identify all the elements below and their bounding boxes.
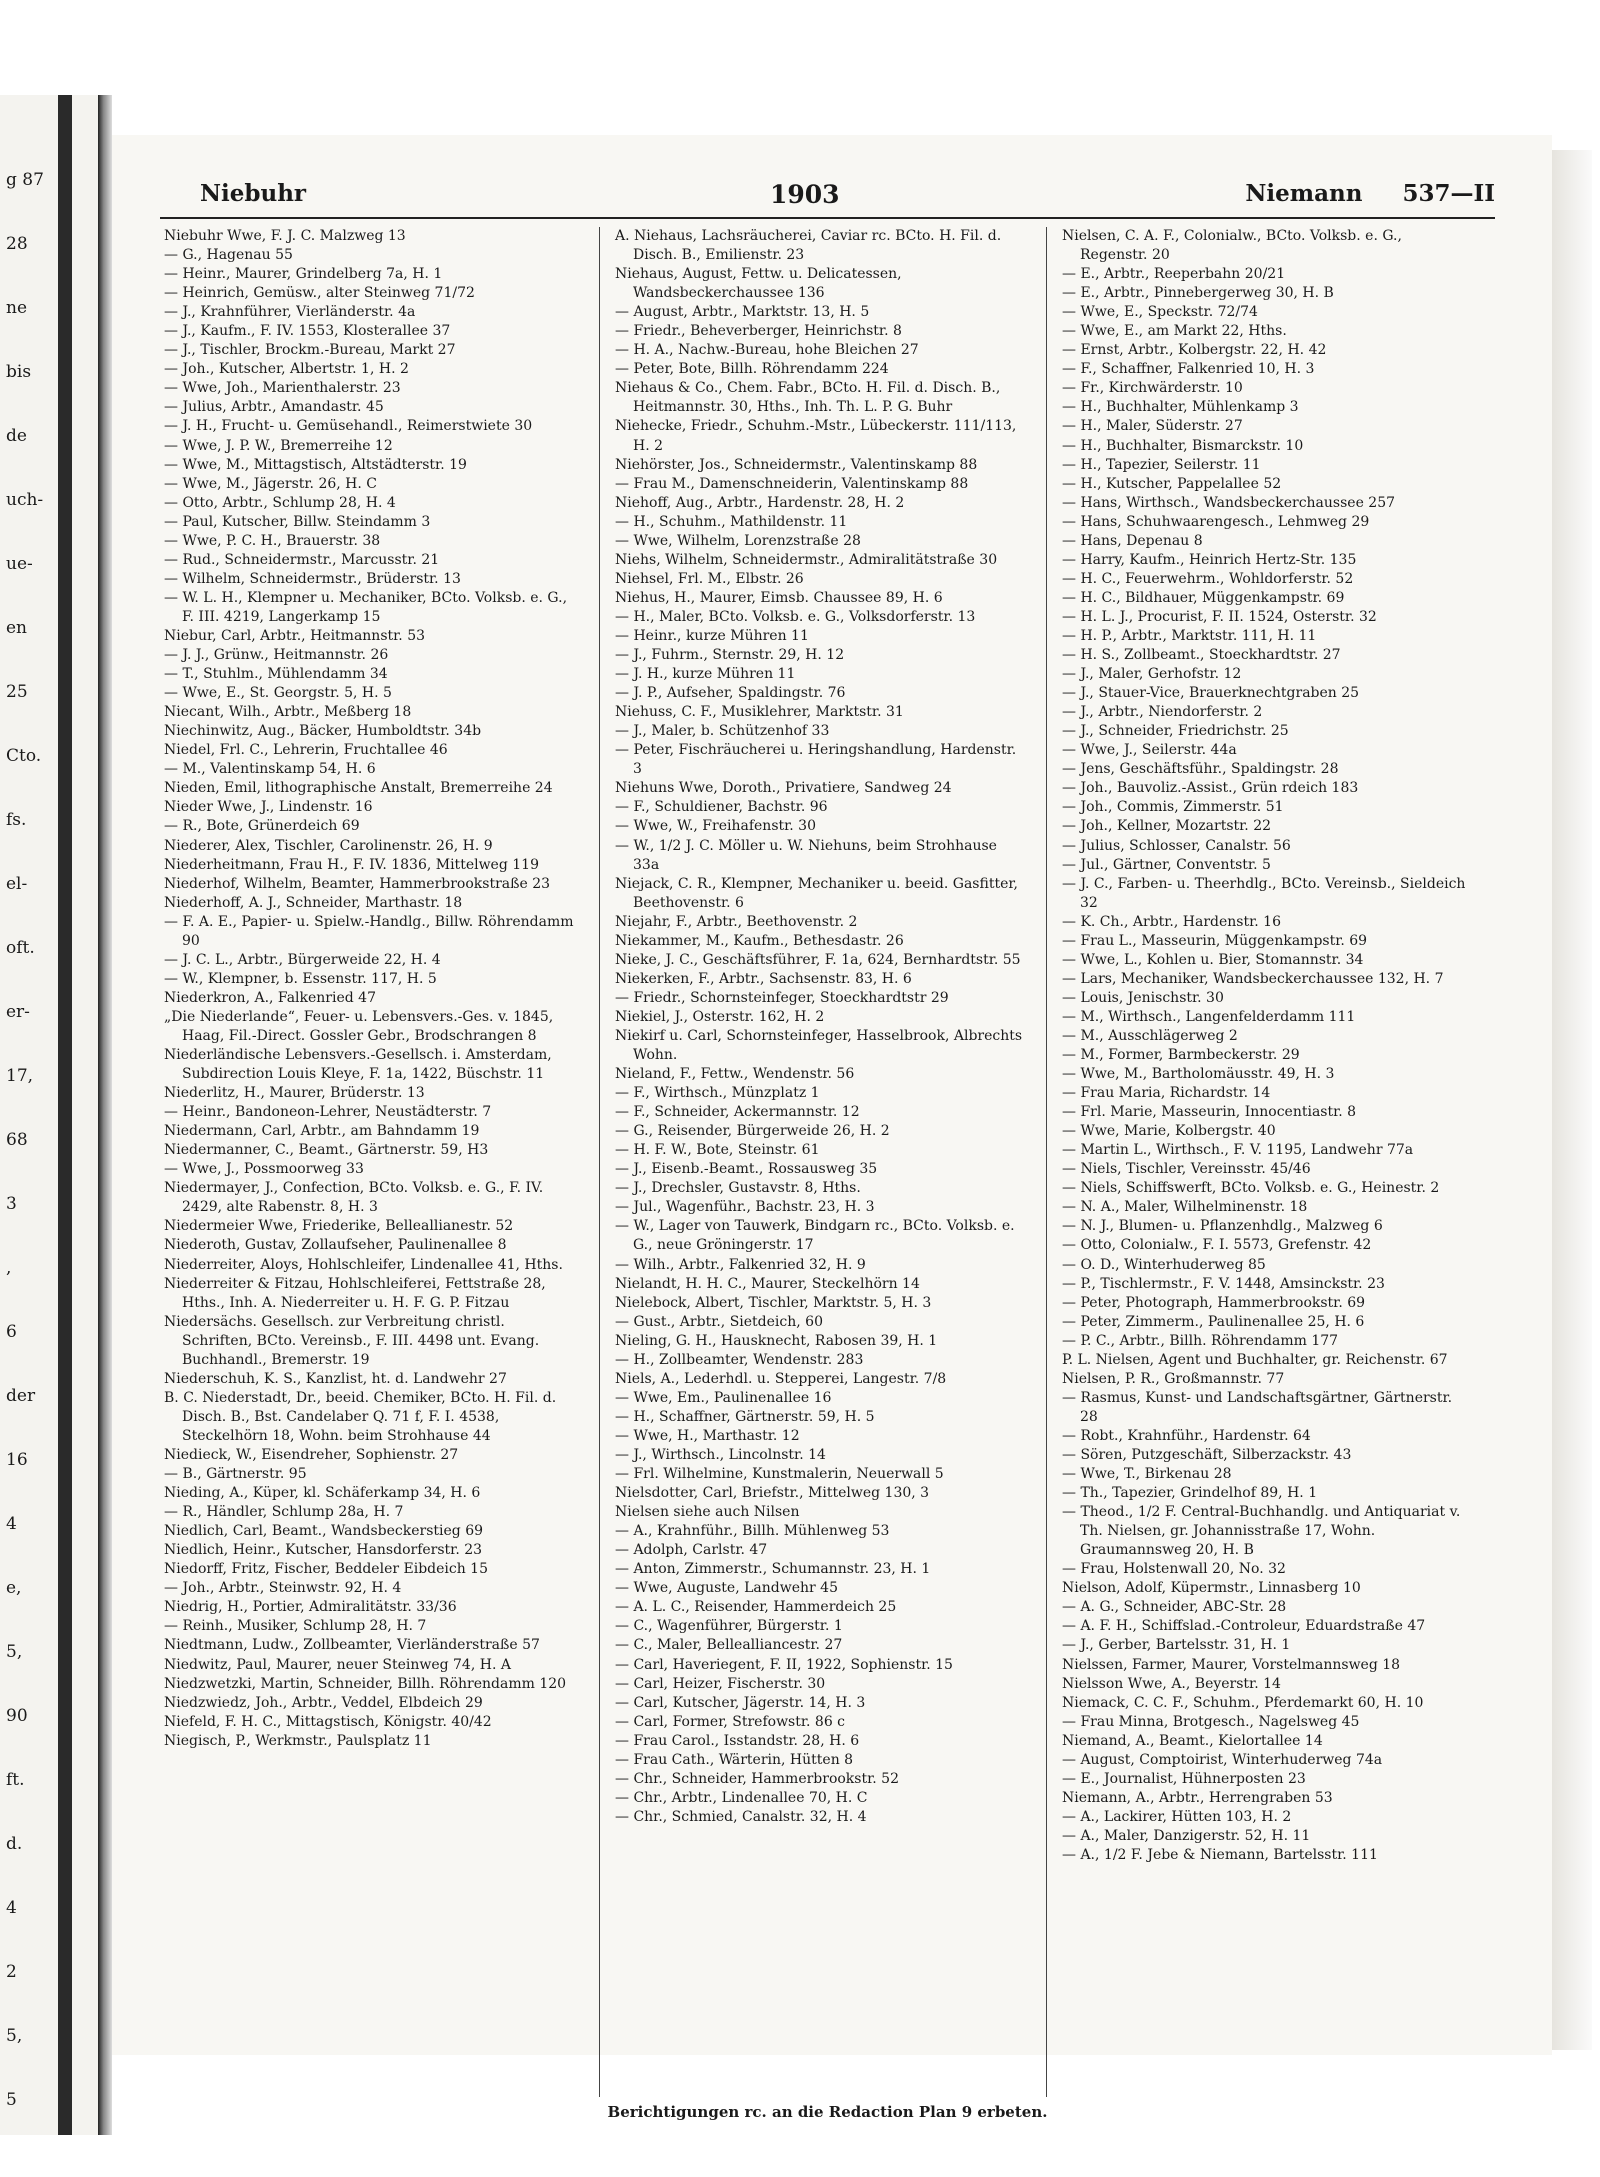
- directory-entry: — Th., Tapezier, Grindelhof 89, H. 1: [1062, 1485, 1318, 1502]
- previous-page-word: 5: [6, 2090, 17, 2110]
- directory-entry: Nieland, F., Fettw., Wendenstr. 56: [615, 1066, 855, 1083]
- directory-entry: — H. F. W., Bote, Steinstr. 61: [615, 1142, 820, 1159]
- directory-entry: Niedorff, Fritz, Fischer, Beddeler Eibdeich 15: [164, 1561, 488, 1578]
- directory-entry: — Reinh., Musiker, Schlump 28, H. 7: [164, 1618, 427, 1635]
- directory-entry: — H. P., Arbtr., Marktstr. 111, H. 11: [1062, 627, 1317, 644]
- directory-entry: Nielandt, H. H. C., Maurer, Steckelhörn 14: [615, 1275, 920, 1292]
- directory-entry: — G., Reisender, Bürgerweide 26, H. 2: [615, 1123, 890, 1140]
- directory-entry: — T., Stuhlm., Mühlendamm 34: [164, 666, 388, 683]
- column-2: [615, 227, 1025, 1827]
- directory-entry: Niederlitz, H., Maurer, Brüderstr. 13: [164, 1085, 425, 1102]
- directory-entry: — M., Valentinskamp 54, H. 6: [164, 761, 376, 778]
- directory-entry: Nieden, Emil, lithographische Anstalt, Bremerreihe 24: [164, 780, 553, 797]
- directory-entry: — Julius, Arbtr., Amandastr. 45: [164, 399, 384, 416]
- directory-entry: — P., Tischlermstr., F. V. 1448, Amsinckstr. 23: [1062, 1275, 1385, 1292]
- directory-entry: — Chr., Schneider, Hammerbrookstr. 52: [615, 1770, 899, 1787]
- directory-entry: Niederhof, Wilhelm, Beamter, Hammerbrookstraße 23: [164, 875, 551, 892]
- directory-entry: — A., Lackirer, Hütten 103, H. 2: [1062, 1808, 1292, 1825]
- directory-entry: — Anton, Zimmerstr., Schumannstr. 23, H. 1: [615, 1561, 931, 1578]
- directory-entry: — H. S., Zollbeamt., Stoeckhardtstr. 27: [1062, 647, 1341, 664]
- directory-entry: „Die Niederlande“, Feuer- u. Lebensvers.-Ges. v. 1845, Haag, Fil.-Direct. Gossler Gebr., Brodschrangen 8: [164, 1008, 558, 1044]
- directory-entry: — F., Schneider, Ackermannstr. 12: [615, 1104, 860, 1121]
- directory-entry: — H. C., Feuerwehrm., Wohldorferstr. 52: [1062, 570, 1354, 587]
- directory-entry: — N. J., Blumen- u. Pflanzenhdlg., Malzweg 6: [1062, 1218, 1383, 1235]
- directory-entry: — H., Buchhalter, Bismarckstr. 10: [1062, 437, 1304, 454]
- directory-entry: Niedermeier Wwe, Friederike, Belleallianestr. 52: [164, 1218, 514, 1235]
- directory-entry: — Wwe, Em., Paulinenallee 16: [615, 1389, 832, 1406]
- directory-entry: — J., Drechsler, Gustavstr. 8, Hths.: [615, 1180, 861, 1197]
- page-edge: [1552, 150, 1592, 2050]
- directory-entry: Niechinwitz, Aug., Bäcker, Humboldtstr. 34b: [164, 723, 482, 740]
- directory-entry: — Joh., Arbtr., Steinwstr. 92, H. 4: [164, 1580, 402, 1597]
- directory-entry: — Wwe, M., Jägerstr. 26, H. C: [164, 475, 377, 492]
- directory-entry: Niemand, A., Beamt., Kielortallee 14: [1062, 1732, 1323, 1749]
- header-rule: [160, 217, 1495, 219]
- directory-entry: — Fr., Kirchwärderstr. 10: [1062, 380, 1243, 397]
- footer-notice: Berichtigungen rc. an die Redaction Plan 9 erbeten.: [607, 2103, 1048, 2121]
- directory-entry: — Heinrich, Gemüsw., alter Steinweg 71/72: [164, 285, 475, 302]
- directory-entry: — J. C. L., Arbtr., Bürgerweide 22, H. 4: [164, 951, 441, 968]
- directory-entry: — Hans, Schuhwaarengesch., Lehmweg 29: [1062, 513, 1370, 530]
- directory-entry: — Niels, Tischler, Vereinsstr. 45/46: [1062, 1161, 1311, 1178]
- directory-entry: Niehuns Wwe, Doroth., Privatiere, Sandweg 24: [615, 780, 952, 797]
- directory-entry: — C., Maler, Bellealliancestr. 27: [615, 1637, 843, 1654]
- directory-entry: — Carl, Kutscher, Jägerstr. 14, H. 3: [615, 1694, 866, 1711]
- previous-page-word: 68: [6, 1130, 28, 1150]
- directory-entry: — H. A., Nachw.-Bureau, hohe Bleichen 27: [615, 342, 919, 359]
- directory-entry: — Martin L., Wirthsch., F. V. 1195, Landwehr 77a: [1062, 1142, 1414, 1159]
- directory-entry: Niels, A., Lederhdl. u. Stepperei, Langestr. 7/8: [615, 1370, 947, 1387]
- directory-entry: — Robt., Krahnführ., Hardenstr. 64: [1062, 1427, 1311, 1444]
- directory-entry: — Jul., Gärtner, Conventstr. 5: [1062, 856, 1271, 873]
- directory-entry: — Ernst, Arbtr., Kolbergstr. 22, H. 42: [1062, 342, 1327, 359]
- directory-entry: — M., Former, Barmbeckerstr. 29: [1062, 1047, 1300, 1064]
- directory-entry: — H., Maler, BCto. Volksb. e. G., Volksdorferstr. 13: [615, 608, 976, 625]
- directory-entry: Niedzwiedz, Joh., Arbtr., Veddel, Elbdeich 29: [164, 1694, 483, 1711]
- directory-entry: Niedel, Frl. C., Lehrerin, Fruchtallee 46: [164, 742, 448, 759]
- directory-entry: Nielson, Adolf, Küpermstr., Linnasberg 10: [1062, 1580, 1361, 1597]
- previous-page-word: 16: [6, 1450, 28, 1470]
- directory-entry: — A., Krahnführ., Billh. Mühlenweg 53: [615, 1523, 890, 1540]
- directory-entry: — Carl, Haveriegent, F. II, 1922, Sophienstr. 15: [615, 1656, 953, 1673]
- previous-page-word: er-: [6, 1002, 30, 1022]
- directory-entry: Nieling, G. H., Hausknecht, Rabosen 39, H. 1: [615, 1332, 938, 1349]
- directory-entry: Niederreiter, Aloys, Hohlschleifer, Lindenallee 41, Hths.: [164, 1256, 563, 1273]
- directory-entry: Nielsen, P. R., Großmannstr. 77: [1062, 1370, 1285, 1387]
- directory-entry: — Frl. Marie, Masseurin, Innocentiastr. 8: [1062, 1104, 1357, 1121]
- directory-entry: — E., Arbtr., Reeperbahn 20/21: [1062, 266, 1286, 283]
- directory-entry: Niedlich, Heinr., Kutscher, Hansdorferstr. 23: [164, 1542, 483, 1559]
- directory-entry: — Frau M., Damenschneiderin, Valentinskamp 88: [615, 475, 969, 492]
- directory-entry: — Wwe, J., Possmoorweg 33: [164, 1161, 364, 1178]
- previous-page-word: 5,: [6, 1642, 23, 1662]
- directory-entry: — J. J., Grünw., Heitmannstr. 26: [164, 647, 389, 664]
- directory-entry: — Wwe, J., Seilerstr. 44a: [1062, 742, 1237, 759]
- directory-entry: — J., Fuhrm., Sternstr. 29, H. 12: [615, 647, 845, 664]
- directory-entry: — Wwe, Wilhelm, Lorenzstraße 28: [615, 532, 861, 549]
- previous-page-word: 28: [6, 234, 28, 254]
- directory-entry: Niehsel, Frl. M., Elbstr. 26: [615, 570, 804, 587]
- directory-entry: Niekiel, J., Osterstr. 162, H. 2: [615, 1008, 825, 1025]
- previous-page-word: 25: [6, 682, 28, 702]
- directory-entry: — J., Maler, Gerhofstr. 12: [1062, 666, 1242, 683]
- directory-entry: Niederreiter & Fitzau, Hohlschleiferei, Fettstraße 28, Hths., Inh. A. Niederreiter u. H. F. G. P. Fitzau: [164, 1275, 551, 1311]
- directory-entry: Niederhoff, A. J., Schneider, Marthastr. 18: [164, 894, 463, 911]
- directory-entry: Niederer, Alex, Tischler, Carolinenstr. 26, H. 9: [164, 837, 493, 854]
- directory-entry: — W., 1/2 J. C. Möller u. W. Niehuns, beim Strohhause 33a: [615, 837, 1002, 873]
- header-right-keyword: Niemann 537—II: [1245, 180, 1495, 207]
- directory-entry: — Frau Maria, Richardstr. 14: [1062, 1085, 1271, 1102]
- directory-entry: — Wwe, Marie, Kolbergstr. 40: [1062, 1123, 1276, 1140]
- directory-entry: — H., Schaffner, Gärtnerstr. 59, H. 5: [615, 1408, 875, 1425]
- directory-entry: — K. Ch., Arbtr., Hardenstr. 16: [1062, 913, 1281, 930]
- directory-entry: — Wwe, L., Kohlen u. Bier, Stomannstr. 34: [1062, 951, 1364, 968]
- directory-entry: Niehs, Wilhelm, Schneidermstr., Admiralitätstraße 30: [615, 551, 998, 568]
- directory-entry: — Peter, Fischräucherei u. Heringshandlung, Hardenstr. 3: [615, 742, 1021, 778]
- directory-entry: Niederschuh, K. S., Kanzlist, ht. d. Landwehr 27: [164, 1370, 507, 1387]
- directory-entry: — A., Maler, Danzigerstr. 52, H. 11: [1062, 1827, 1311, 1844]
- directory-entry: Niedtmann, Ludw., Zollbeamter, Vierländerstraße 57: [164, 1637, 540, 1654]
- directory-entry: — H., Schuhm., Mathildenstr. 11: [615, 513, 848, 530]
- book-spine: [58, 95, 72, 2135]
- directory-entry: — N. A., Maler, Wilhelminenstr. 18: [1062, 1199, 1308, 1216]
- directory-entry: — Otto, Colonialw., F. I. 5573, Grefenstr. 42: [1062, 1237, 1372, 1254]
- directory-entry: Niedzwetzki, Martin, Schneider, Billh. Röhrendamm 120: [164, 1675, 567, 1692]
- directory-entry: — H., Maler, Süderstr. 27: [1062, 418, 1243, 435]
- column-divider: [1046, 227, 1047, 2097]
- previous-page-word: bis: [6, 362, 32, 382]
- directory-entry: — Frau L., Masseurin, Müggenkampstr. 69: [1062, 932, 1368, 949]
- directory-entry: — Friedr., Schornsteinfeger, Stoeckhardtstr 29: [615, 989, 949, 1006]
- previous-page-word: Cto.: [6, 746, 42, 766]
- directory-entry: Niebuhr Wwe, F. J. C. Malzweg 13: [164, 228, 406, 244]
- directory-entry: — J., Kaufm., F. IV. 1553, Klosterallee 37: [164, 323, 451, 340]
- directory-entry: Nielsdotter, Carl, Briefstr., Mittelweg 130, 3: [615, 1485, 930, 1502]
- directory-entry: — H., Kutscher, Pappelallee 52: [1062, 475, 1282, 492]
- directory-entry: — A. F. H., Schiffslad.-Controleur, Eduardstraße 47: [1062, 1618, 1426, 1635]
- directory-entry: — J. H., Frucht- u. Gemüsehandl., Reimerstwiete 30: [164, 418, 533, 435]
- directory-entry: Niehoff, Aug., Arbtr., Hardenstr. 28, H. 2: [615, 494, 905, 511]
- previous-page-word: d.: [6, 1834, 23, 1854]
- directory-entry: — Hans, Wirthsch., Wandsbeckerchaussee 257: [1062, 494, 1396, 511]
- directory-entry: Nielebock, Albert, Tischler, Marktstr. 5, H. 3: [615, 1294, 932, 1311]
- directory-entry: Niehaus, August, Fettw. u. Delicatessen, Wandsbeckerchaussee 136: [615, 266, 907, 302]
- previous-page-word: ue-: [6, 554, 33, 574]
- directory-entry: — Joh., Bauvoliz.-Assist., Grün rdeich 183: [1062, 780, 1359, 797]
- directory-entry: Niemann, A., Arbtr., Herrengraben 53: [1062, 1789, 1333, 1806]
- directory-entry: — Peter, Bote, Billh. Röhrendamm 224: [615, 361, 889, 378]
- previous-page-word: uch-: [6, 490, 44, 510]
- directory-entry: — H., Zollbeamter, Wendenstr. 283: [615, 1351, 864, 1368]
- directory-entry: — F. A. E., Papier- u. Spielw.-Handlg., Billw. Röhrendamm 90: [164, 913, 578, 949]
- directory-entry: — Frau Carol., Isstandstr. 28, H. 6: [615, 1732, 860, 1749]
- directory-entry: — Niels, Schiffswerft, BCto. Volksb. e. G., Heinestr. 2: [1062, 1180, 1440, 1197]
- previous-page-word: der: [6, 1386, 36, 1406]
- directory-entry: — Peter, Photograph, Hammerbrookstr. 69: [1062, 1294, 1366, 1311]
- directory-entry: — Paul, Kutscher, Billw. Steindamm 3: [164, 513, 431, 530]
- directory-entry: Niefeld, F. H. C., Mittagstisch, Königstr. 40/42: [164, 1713, 492, 1730]
- directory-entry: — P. C., Arbtr., Billh. Röhrendamm 177: [1062, 1332, 1339, 1349]
- previous-page-word: g 87: [6, 170, 44, 190]
- directory-entry: — Adolph, Carlstr. 47: [615, 1542, 768, 1559]
- directory-entry: Niebur, Carl, Arbtr., Heitmannstr. 53: [164, 627, 426, 644]
- directory-entry: — Frau Minna, Brotgesch., Nagelsweg 45: [1062, 1713, 1360, 1730]
- column-divider: [599, 227, 600, 2097]
- previous-page-word: fs.: [6, 810, 27, 830]
- directory-entry: — J., Tischler, Brockm.-Bureau, Markt 27: [164, 342, 456, 359]
- previous-page-word: de: [6, 426, 27, 446]
- directory-entry: — F., Schaffner, Falkenried 10, H. 3: [1062, 361, 1315, 378]
- directory-entry: — Wwe, M., Bartholomäusstr. 49, H. 3: [1062, 1066, 1335, 1083]
- directory-entry: Niedersächs. Gesellsch. zur Verbreitung christl. Schriften, BCto. Vereinsb., F. III. 4498 unt. Evang. Buchhandl., Bremerstr. 19: [164, 1313, 544, 1368]
- previous-page-word: 90: [6, 1706, 28, 1726]
- directory-entry: — Gust., Arbtr., Sietdeich, 60: [615, 1313, 823, 1330]
- column-1: [164, 227, 578, 1751]
- directory-entry: Niehaus & Co., Chem. Fabr., BCto. H. Fil. d. Disch. B., Heitmannstr. 30, Hths., Inh. Th. L. P. G. Buhr: [615, 380, 1005, 416]
- directory-entry: — Joh., Commis, Zimmerstr. 51: [1062, 799, 1284, 816]
- directory-page: [112, 135, 1552, 2121]
- previous-page-word: e,: [6, 1578, 22, 1598]
- directory-entry: — August, Arbtr., Marktstr. 13, H. 5: [615, 304, 870, 321]
- directory-entry: — Wwe, M., Mittagstisch, Altstädterstr. 19: [164, 456, 467, 473]
- directory-entry: — J., Schneider, Friedrichstr. 25: [1062, 723, 1289, 740]
- directory-entry: B. C. Niederstadt, Dr., beeid. Chemiker, BCto. H. Fil. d. Disch. B., Bst. Candelaber Q. 71 f, F. I. 4538, Steckelhörn 18, Wohn. beim Strohhause 44: [164, 1389, 561, 1444]
- directory-entry: — E., Arbtr., Pinnebergerweg 30, H. B: [1062, 285, 1334, 302]
- previous-page-word: 2: [6, 1962, 17, 1982]
- directory-entry: — W., Klempner, b. Essenstr. 117, H. 5: [164, 970, 437, 987]
- directory-entry: — Heinr., Bandoneon-Lehrer, Neustädterstr. 7: [164, 1104, 492, 1121]
- directory-entry: — Julius, Schlosser, Canalstr. 56: [1062, 837, 1291, 854]
- directory-entry: — E., Journalist, Hühnerposten 23: [1062, 1770, 1306, 1787]
- directory-entry: Niegisch, P., Werkmstr., Paulsplatz 11: [164, 1732, 432, 1749]
- directory-entry: — Lars, Mechaniker, Wandsbeckerchaussee 132, H. 7: [1062, 970, 1444, 987]
- directory-entry: — J., Wirthsch., Lincolnstr. 14: [615, 1447, 826, 1463]
- directory-entry: Niederländische Lebensvers.-Gesellsch. i. Amsterdam, Subdirection Louis Kleye, F. 1a, 1422, Büschstr. 11: [164, 1047, 557, 1083]
- directory-entry: Niekirf u. Carl, Schornsteinfeger, Hasselbrook, Albrechts Wohn.: [615, 1027, 1027, 1064]
- directory-entry: — J., Maler, b. Schützenhof 33: [615, 723, 830, 740]
- directory-entry: — Wwe, T., Birkenau 28: [1062, 1466, 1232, 1483]
- directory-entry: Nieder Wwe, J., Lindenstr. 16: [164, 799, 373, 816]
- directory-entry: — M., Ausschlägerweg 2: [1062, 1027, 1238, 1044]
- previous-page-word: 4: [6, 1514, 17, 1534]
- directory-entry: — Peter, Zimmerm., Paulinenallee 25, H. 6: [1062, 1313, 1365, 1330]
- directory-entry: — Wilh., Arbtr., Falkenried 32, H. 9: [615, 1256, 866, 1273]
- directory-entry: — Wilhelm, Schneidermstr., Brüderstr. 13: [164, 570, 461, 587]
- directory-entry: — Jens, Geschäftsführ., Spaldingstr. 28: [1062, 761, 1339, 778]
- directory-entry: — Frau Cath., Wärterin, Hütten 8: [615, 1751, 854, 1768]
- directory-entry: — Sören, Putzgeschäft, Silberzackstr. 43: [1062, 1447, 1352, 1463]
- directory-entry: Niecant, Wilh., Arbtr., Meßberg 18: [164, 704, 412, 721]
- directory-entry: — Chr., Arbtr., Lindenallee 70, H. C: [615, 1789, 868, 1806]
- directory-entry: — Wwe, W., Freihafenstr. 30: [615, 818, 816, 835]
- directory-entry: — H., Tapezier, Seilerstr. 11: [1062, 456, 1261, 473]
- directory-entry: — F., Schuldiener, Bachstr. 96: [615, 799, 828, 816]
- directory-entry: — J. P., Aufseher, Spaldingstr. 76: [615, 685, 846, 702]
- directory-entry: — Wwe, Auguste, Landwehr 45: [615, 1580, 838, 1597]
- directory-entry: — O. D., Winterhuderweg 85: [1062, 1256, 1266, 1273]
- directory-entry: — Jul., Wagenführ., Bachstr. 23, H. 3: [615, 1199, 875, 1216]
- column-3: [1062, 227, 1472, 1865]
- previous-page-word: el-: [6, 874, 28, 894]
- directory-entry: — Joh., Kellner, Mozartstr. 22: [1062, 818, 1272, 835]
- directory-entry: Niederoth, Gustav, Zollaufseher, Paulinenallee 8: [164, 1237, 507, 1254]
- directory-entry: Niekerken, F., Arbtr., Sachsenstr. 83, H. 6: [615, 970, 912, 987]
- directory-entry: Niehuss, C. F., Musiklehrer, Marktstr. 31: [615, 704, 904, 721]
- directory-entry: — Carl, Heizer, Fischerstr. 30: [615, 1675, 826, 1692]
- header-left-keyword: Niebuhr: [200, 180, 307, 207]
- directory-entry: — G., Hagenau 55: [164, 247, 293, 264]
- directory-entry: — F., Wirthsch., Münzplatz 1: [615, 1085, 820, 1102]
- previous-page-word: ,: [6, 1258, 12, 1278]
- previous-page-word: en: [6, 618, 28, 638]
- directory-entry: Niehus, H., Maurer, Eimsb. Chaussee 89, H. 6: [615, 589, 943, 606]
- previous-page-word: 5,: [6, 2026, 23, 2046]
- header-year: 1903: [770, 180, 840, 209]
- directory-entry: — Rud., Schneidermstr., Marcusstr. 21: [164, 551, 440, 568]
- previous-page-word: 6: [6, 1322, 17, 1342]
- directory-entry: — A. L. C., Reisender, Hammerdeich 25: [615, 1599, 897, 1616]
- directory-entry: Nielsson Wwe, A., Beyerstr. 14: [1062, 1675, 1281, 1692]
- directory-entry: — A., 1/2 F. Jebe & Niemann, Bartelsstr. 111: [1062, 1846, 1378, 1863]
- directory-entry: Niejahr, F., Arbtr., Beethovenstr. 2: [615, 913, 858, 930]
- directory-entry: — Chr., Schmied, Canalstr. 32, H. 4: [615, 1808, 867, 1825]
- directory-entry: Niederkron, A., Falkenried 47: [164, 989, 376, 1006]
- directory-entry: — Louis, Jenischstr. 30: [1062, 989, 1224, 1006]
- directory-entry: — Otto, Arbtr., Schlump 28, H. 4: [164, 494, 396, 511]
- directory-entry: — Wwe, J. P. W., Bremerreihe 12: [164, 437, 393, 454]
- directory-entry: Niedieck, W., Eisendreher, Sophienstr. 27: [164, 1447, 459, 1463]
- directory-entry: — Wwe, H., Marthastr. 12: [615, 1427, 800, 1444]
- directory-entry: — A. G., Schneider, ABC-Str. 28: [1062, 1599, 1287, 1616]
- directory-entry: Niedwitz, Paul, Maurer, neuer Steinweg 74, H. A: [164, 1656, 511, 1673]
- directory-entry: — Hans, Depenau 8: [1062, 532, 1203, 549]
- directory-entry: — J. C., Farben- u. Theerhdlg., BCto. Vereinsb., Sieldeich 32: [1062, 875, 1470, 911]
- directory-entry: — August, Comptoirist, Winterhuderweg 74a: [1062, 1751, 1383, 1768]
- previous-page-word: ft.: [6, 1770, 25, 1790]
- directory-entry: — Wwe, E., am Markt 22, Hths.: [1062, 323, 1287, 340]
- directory-entry: Niedermann, Carl, Arbtr., am Bahndamm 19: [164, 1123, 480, 1140]
- directory-entry: Niekammer, M., Kaufm., Bethesdastr. 26: [615, 932, 904, 949]
- directory-entry: Niedermayer, J., Confection, BCto. Volksb. e. G., F. IV. 2429, alte Rabenstr. 8, H. 3: [164, 1180, 548, 1216]
- directory-entry: — J., Arbtr., Niendorferstr. 2: [1062, 704, 1263, 721]
- directory-entry: Niehecke, Friedr., Schuhm.-Mstr., Lübeckerstr. 111/113, H. 2: [615, 418, 1021, 454]
- directory-entry: Nielssen, Farmer, Maurer, Vorstelmannsweg 18: [1062, 1656, 1401, 1673]
- directory-entry: — Wwe, E., St. Georgstr. 5, H. 5: [164, 685, 392, 702]
- directory-entry: Niederheitmann, Frau H., F. IV. 1836, Mittelweg 119: [164, 856, 539, 873]
- directory-entry: — H. L. J., Procurist, F. II. 1524, Osterstr. 32: [1062, 608, 1377, 625]
- gutter-shadow: [98, 95, 112, 2135]
- directory-entry: — Harry, Kaufm., Heinrich Hertz-Str. 135: [1062, 551, 1357, 568]
- directory-entry: — J., Eisenb.-Beamt., Rossausweg 35: [615, 1161, 878, 1178]
- previous-page-fragment: [0, 95, 101, 2135]
- directory-entry: Niejack, C. R., Klempner, Mechaniker u. beeid. Gasfitter, Beethovenstr. 6: [615, 875, 1023, 911]
- directory-entry: Niehörster, Jos., Schneidermstr., Valentinskamp 88: [615, 456, 978, 473]
- directory-entry: Nielsen siehe auch Nilsen: [615, 1504, 800, 1521]
- directory-entry: Nielsen, C. A. F., Colonialw., BCto. Volksb. e. G., Regenstr. 20: [1062, 228, 1407, 264]
- directory-entry: — R., Händler, Schlump 28a, H. 7: [164, 1504, 404, 1521]
- directory-entry: — J., Gerber, Bartelsstr. 31, H. 1: [1062, 1637, 1291, 1654]
- directory-entry: — Heinr., Maurer, Grindelberg 7a, H. 1: [164, 266, 443, 283]
- directory-entry: — Carl, Former, Strefowstr. 86 c: [615, 1713, 846, 1730]
- directory-entry: — H., Buchhalter, Mühlenkamp 3: [1062, 399, 1299, 416]
- directory-entry: Nieke, J. C., Geschäftsführer, F. 1a, 624, Bernhardtstr. 55: [615, 951, 1021, 968]
- directory-entry: Niemack, C. C. F., Schuhm., Pferdemarkt 60, H. 10: [1062, 1694, 1424, 1711]
- previous-page-word: 3: [6, 1194, 17, 1214]
- directory-entry: — Wwe, E., Speckstr. 72/74: [1062, 304, 1258, 321]
- directory-entry: — W. L. H., Klempner u. Mechaniker, BCto. Volksb. e. G., F. III. 4219, Langerkamp 15: [164, 589, 572, 625]
- previous-page-word: 17,: [6, 1066, 34, 1086]
- directory-entry: — R., Bote, Grünerdeich 69: [164, 818, 360, 835]
- directory-entry: — W., Lager von Tauwerk, Bindgarn rc., BCto. Volksb. e. G., neue Gröningerstr. 17: [615, 1218, 1020, 1254]
- directory-entry: — Friedr., Beheverberger, Heinrichstr. 8: [615, 323, 902, 340]
- directory-entry: — B., Gärtnerstr. 95: [164, 1466, 307, 1483]
- directory-entry: — Heinr., kurze Mühren 11: [615, 627, 809, 644]
- directory-entry: — J. H., kurze Mühren 11: [615, 666, 796, 683]
- directory-entry: Niedrig, H., Portier, Admiralitätstr. 33/36: [164, 1599, 457, 1616]
- directory-entry: — H. C., Bildhauer, Müggenkampstr. 69: [1062, 589, 1345, 606]
- directory-entry: — J., Stauer-Vice, Brauerknechtgraben 25: [1062, 685, 1360, 702]
- previous-page-word: ne: [6, 298, 28, 318]
- directory-entry: — Theod., 1/2 F. Central-Buchhandlg. und Antiquariat v. Th. Nielsen, gr. Johannisstraße 17, Wohn. Graumannsweg 20, H. B: [1062, 1504, 1465, 1559]
- directory-entry: P. L. Nielsen, Agent und Buchhalter, gr. Reichenstr. 67: [1062, 1351, 1448, 1368]
- directory-entry: — Frau, Holstenwall 20, No. 32: [1062, 1561, 1286, 1578]
- directory-entry: — C., Wagenführer, Bürgerstr. 1: [615, 1618, 843, 1635]
- directory-entry: — Rasmus, Kunst- und Landschaftsgärtner, Gärtnerstr. 28: [1062, 1389, 1457, 1425]
- directory-entry: — J., Krahnführer, Vierländerstr. 4a: [164, 304, 416, 321]
- directory-entry: — Wwe, P. C. H., Brauerstr. 38: [164, 532, 381, 549]
- directory-entry: — M., Wirthsch., Langenfelderdamm 111: [1062, 1008, 1356, 1025]
- directory-entry: Nieding, A., Küper, kl. Schäferkamp 34, H. 6: [164, 1485, 481, 1502]
- previous-page-word: 4: [6, 1898, 17, 1918]
- directory-entry: Niedlich, Carl, Beamt., Wandsbeckerstieg 69: [164, 1523, 484, 1540]
- directory-entry: A. Niehaus, Lachsräucherei, Caviar rc. BCto. H. Fil. d. Disch. B., Emilienstr. 23: [615, 228, 1006, 264]
- page-header: [160, 180, 1495, 214]
- directory-entry: Niedermanner, C., Beamt., Gärtnerstr. 59, H3: [164, 1142, 489, 1159]
- directory-entry: — Joh., Kutscher, Albertstr. 1, H. 2: [164, 361, 409, 378]
- previous-page-word: oft.: [6, 938, 35, 958]
- directory-entry: — Frl. Wilhelmine, Kunstmalerin, Neuerwall 5: [615, 1466, 944, 1483]
- directory-entry: — Wwe, Joh., Marienthalerstr. 23: [164, 380, 401, 397]
